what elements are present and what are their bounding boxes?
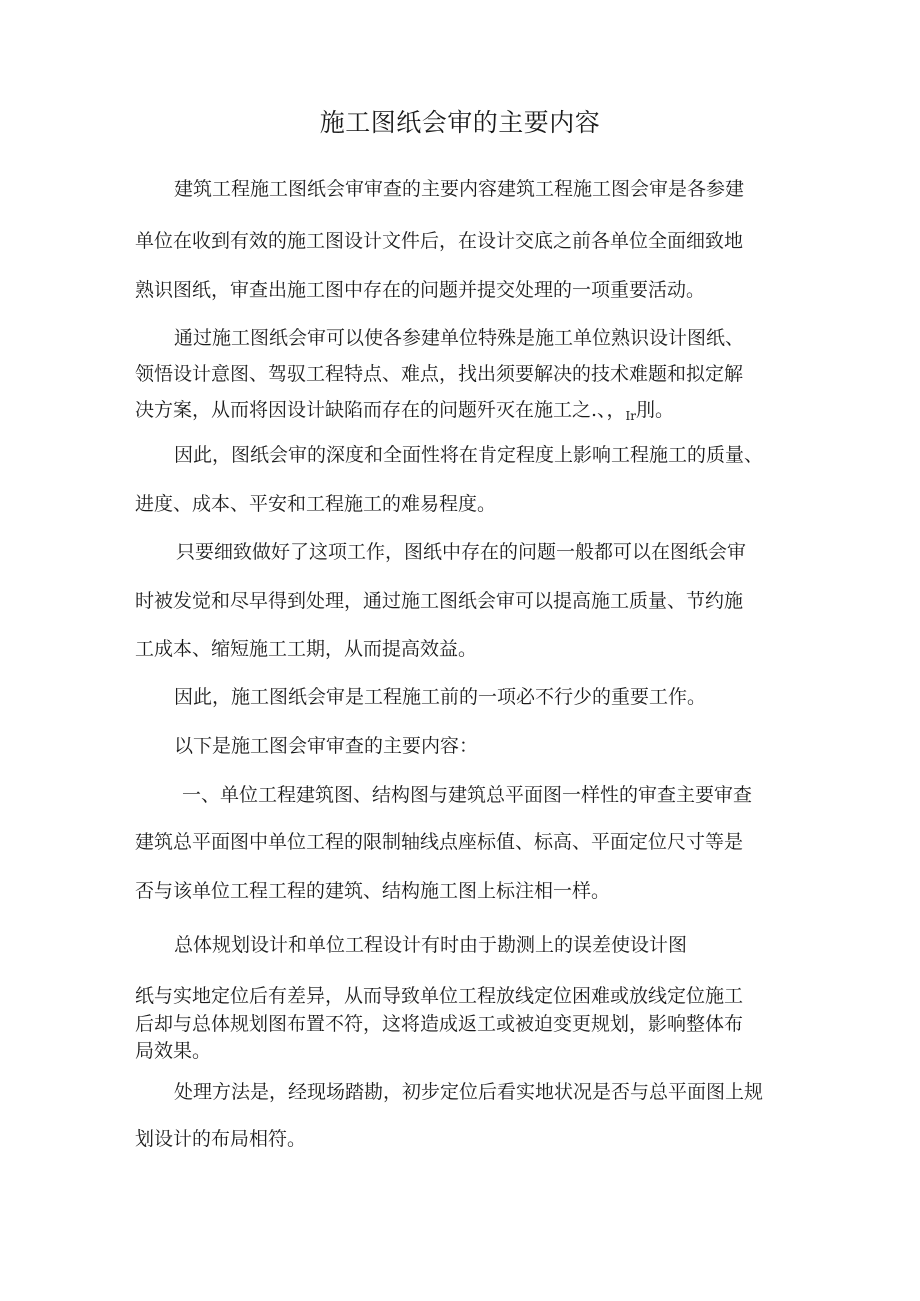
paragraph-2-tail: 刖。 — [636, 399, 675, 421]
paragraph-8-line-1: 总体规划设计和单位工程设计有时由于勘测上的误差使设计图 — [174, 934, 688, 956]
paragraph-2-subscript: Ir — [625, 409, 637, 423]
paragraph-4-line-2: 时被发觉和尽早得到处理，通过施工图纸会审可以提高施工质量、节约施 — [135, 590, 744, 612]
paragraph-3-line-1: 因此，图纸会审的深度和全面性将在肯定程度上影响工程施工的质量、 — [174, 444, 764, 466]
paragraph-1-line-1: 建筑工程施工图纸会审审查的主要内容建筑工程施工图会审是各参建 — [174, 178, 745, 200]
paragraph-5-line-1: 因此，施工图纸会审是工程施工前的一项必不行少的重要工作。 — [174, 686, 707, 708]
paragraph-6-line-1: 以下是施工图会审审查的主要内容： — [174, 735, 479, 757]
paragraph-9-line-1: 纸与实地定位后有差异，从而导致单位工程放线定位困难或放线定位施工 — [135, 985, 744, 1007]
paragraph-9-line-3: 局效果。 — [135, 1040, 212, 1062]
paragraph-1-line-3: 熟识图纸，审查出施工图中存在的问题并提交处理的一项重要活动。 — [135, 279, 706, 301]
paragraph-10-line-1: 处理方法是，经现场踏勘，初步定位后看实地状况是否与总平面图上规 — [174, 1081, 764, 1103]
paragraph-2-line-2: 领悟设计意图、驾驭工程特点、难点，找出须要解决的技术难题和拟定解 — [135, 363, 744, 385]
paragraph-7-line-2: 建筑总平面图中单位工程的限制轴线点座标值、标高、平面定位尺寸等是 — [135, 831, 744, 853]
paragraph-7-line-1: 一、单位工程建筑图、结构图与建筑总平面图一样性的审查主要审查 — [182, 784, 753, 806]
paragraph-4-line-1: 只要细致做好了这项工作，图纸中存在的问题一般都可以在图纸会审 — [176, 541, 747, 563]
paragraph-2-line-3-text: 决方案，从而将因设计缺陷而存在的问题歼灭在施工之.、， — [135, 399, 626, 421]
paragraph-9-line-2: 后却与总体规划图布置不符，这将造成返工或被迫变更规划，影响整体布 — [135, 1013, 744, 1035]
paragraph-10-line-2: 划设计的布局相符。 — [135, 1128, 307, 1150]
paragraph-4-line-3: 工成本、缩短施工工期，从而提高效益。 — [135, 638, 478, 660]
paragraph-3-line-2: 进度、成本、平安和工程施工的难易程度。 — [135, 493, 497, 515]
paragraph-2-line-3 — [135, 398, 674, 428]
paragraph-1-line-2: 单位在收到有效的施工图设计文件后，在设计交底之前各单位全面细致地 — [135, 230, 744, 252]
paragraph-7-line-3: 否与该单位工程工程的建筑、结构施工图上标注相一样。 — [135, 880, 611, 902]
paragraph-2-line-1: 通过施工图纸会审可以使各参建单位特殊是施工单位熟识设计图纸、 — [174, 327, 745, 349]
page-title: 施工图纸会审的主要内容 — [319, 108, 601, 137]
